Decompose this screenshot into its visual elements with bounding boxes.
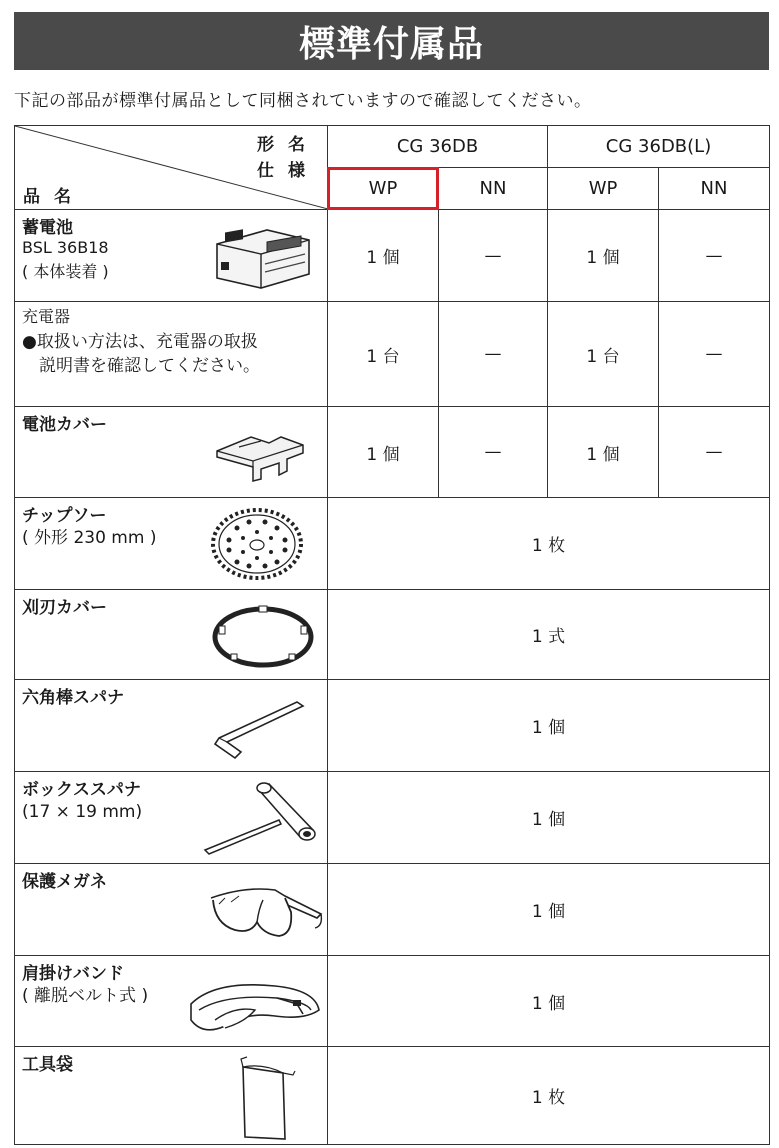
model-header: CG 36DB (328, 126, 548, 168)
qty-cell: 1 個 (328, 407, 439, 498)
header-corner (15, 126, 328, 210)
qty-cell: — (659, 210, 770, 302)
intro-text: 下記の部品が標準付属品として同梱されていますので確認してください。 (14, 91, 592, 111)
qty-cell-all: 1 個 (328, 680, 770, 772)
saw-blade-icon (209, 506, 305, 582)
battery-cover-icon (211, 423, 311, 483)
spec-header: WP (548, 168, 659, 210)
hex-key-icon (205, 694, 315, 764)
highlight-box (327, 167, 439, 210)
qty-cell-all: 1 枚 (328, 1047, 770, 1145)
qty-cell-all: 1 式 (328, 590, 770, 680)
qty-cell-all: 1 個 (328, 956, 770, 1047)
qty-cell: 1 個 (548, 210, 659, 302)
item-saw-blade: チップソー ( 外形 230 mm ) (15, 498, 328, 590)
item-box-spanner: ボックススパナ (17 × 19 mm) (15, 772, 328, 864)
item-tool-bag: 工具袋 (15, 1047, 328, 1145)
item-charger: 充電器 ●取扱い方法は、充電器の取扱 説明書を確認してください。 (15, 302, 328, 407)
tool-bag-icon (231, 1053, 301, 1141)
item-hex-key: 六角棒スパナ (15, 680, 328, 772)
battery-icon (205, 222, 315, 292)
qty-cell: 1 台 (328, 302, 439, 407)
qty-cell: 1 台 (548, 302, 659, 407)
blade-cover-icon (211, 604, 315, 670)
page-title: 標準付属品 (14, 12, 769, 70)
qty-cell: — (439, 210, 548, 302)
corner-spec-label: 仕様 (257, 161, 319, 181)
corner-model-label: 形名 (257, 135, 319, 155)
item-battery-cover: 電池カバー (15, 407, 328, 498)
qty-cell: — (439, 407, 548, 498)
qty-cell: — (659, 407, 770, 498)
qty-cell-all: 1 枚 (328, 498, 770, 590)
model-header: CG 36DB(L) (548, 126, 770, 168)
safety-glasses-icon (205, 878, 325, 944)
shoulder-band-icon (185, 976, 325, 1042)
item-blade-cover: 刈刃カバー (15, 590, 328, 680)
spec-header-highlighted: WP (328, 168, 439, 210)
qty-cell: — (659, 302, 770, 407)
item-shoulder-band: 肩掛けバンド ( 離脱ベルト式 ) (15, 956, 328, 1047)
qty-cell-all: 1 個 (328, 772, 770, 864)
spec-header: NN (439, 168, 548, 210)
spec-header: NN (659, 168, 770, 210)
corner-name-label: 品名 (23, 187, 85, 207)
qty-cell: 1 個 (548, 407, 659, 498)
box-spanner-icon (201, 780, 321, 858)
item-safety-glasses: 保護メガネ (15, 864, 328, 956)
qty-cell-all: 1 個 (328, 864, 770, 956)
qty-cell: 1 個 (328, 210, 439, 302)
accessories-table (14, 125, 770, 1145)
item-battery: 蓄電池 BSL 36B18 ( 本体装着 ) (15, 210, 328, 302)
qty-cell: — (439, 302, 548, 407)
